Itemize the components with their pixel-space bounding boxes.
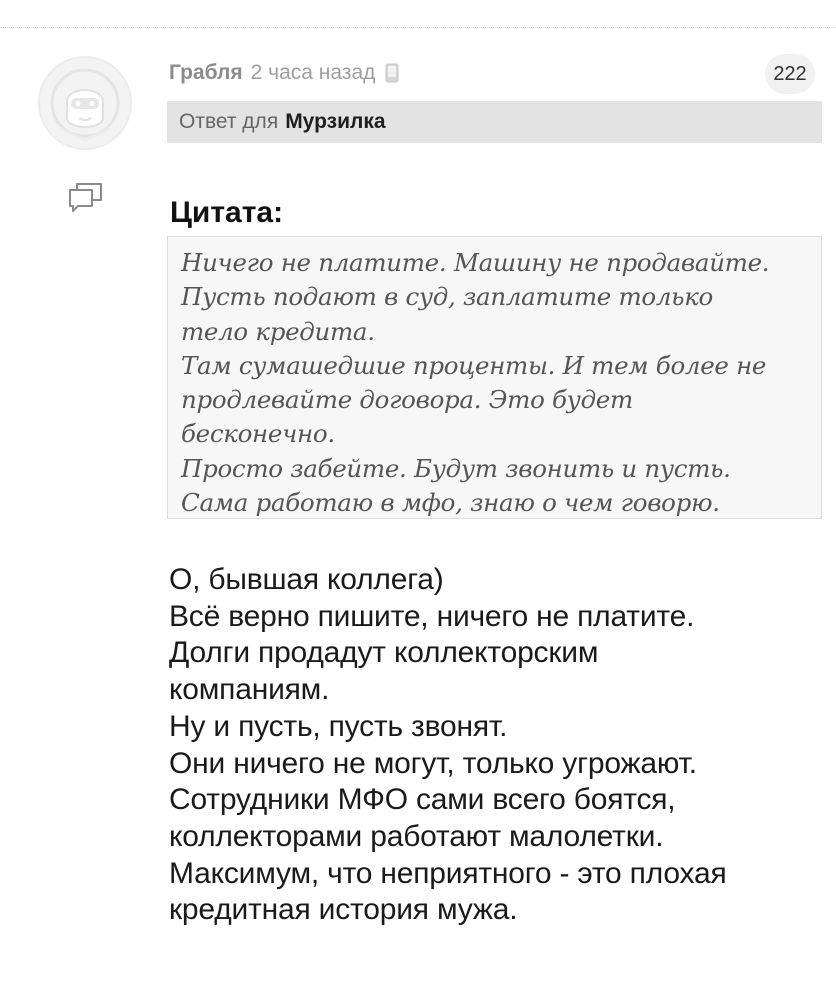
author-name[interactable]: Грабля [169, 61, 243, 84]
body-line: Максимум, что неприятного - это плохая [169, 856, 727, 890]
body-line: компаниям. [169, 673, 330, 707]
quote-line: бесконечно. [181, 419, 335, 449]
quote-line: Там сумашедшие проценты. И тем более не [181, 350, 767, 380]
comment-body [169, 562, 819, 929]
body-line: Долги продадут коллекторским [169, 636, 599, 670]
reply-prefix: Ответ для [179, 110, 279, 133]
comment-header [169, 58, 399, 88]
body-line: О, бывшая коллега) [169, 563, 444, 596]
body-line: коллекторами работают малолетки. [169, 819, 664, 853]
quote-line: Сама работаю в мфо, знаю о чем говорю. [181, 488, 720, 518]
reply-to-bar[interactable] [167, 101, 822, 143]
comment-time: 2 часа назад [250, 61, 376, 84]
separator-line [0, 27, 836, 28]
robot-avatar-icon [40, 58, 130, 148]
body-line: Сотрудники МФО сами всего боятся, [169, 783, 676, 817]
body-line: Ну и пусть, пусть звонят. [169, 709, 508, 743]
mobile-device-icon [385, 63, 399, 83]
body-line: Всё верно пишите, ничего не платите. [169, 599, 695, 633]
quote-title: Цитата: [170, 196, 284, 229]
reply-icon[interactable] [68, 180, 104, 214]
body-line: Они ничего не могут, только угрожают. [169, 746, 697, 780]
quote-line: Просто забейте. Будут звонить и пусть. [181, 453, 731, 483]
quote-line: тело кредита. [181, 316, 375, 346]
avatar[interactable] [38, 56, 132, 150]
quote-line: Ничего не платите. Машину не продавайте. [181, 248, 770, 277]
quote-line: Пусть подают в суд, заплатите только [181, 282, 713, 312]
comment-count-badge[interactable]: 222 [765, 54, 815, 94]
body-line: кредитная история мужа. [169, 893, 518, 927]
quote-line: продлевайте договора. Это будет [181, 385, 633, 415]
reply-target-name[interactable]: Мурзилка [285, 110, 386, 133]
quote-text [181, 246, 811, 520]
quote-block [167, 236, 822, 519]
